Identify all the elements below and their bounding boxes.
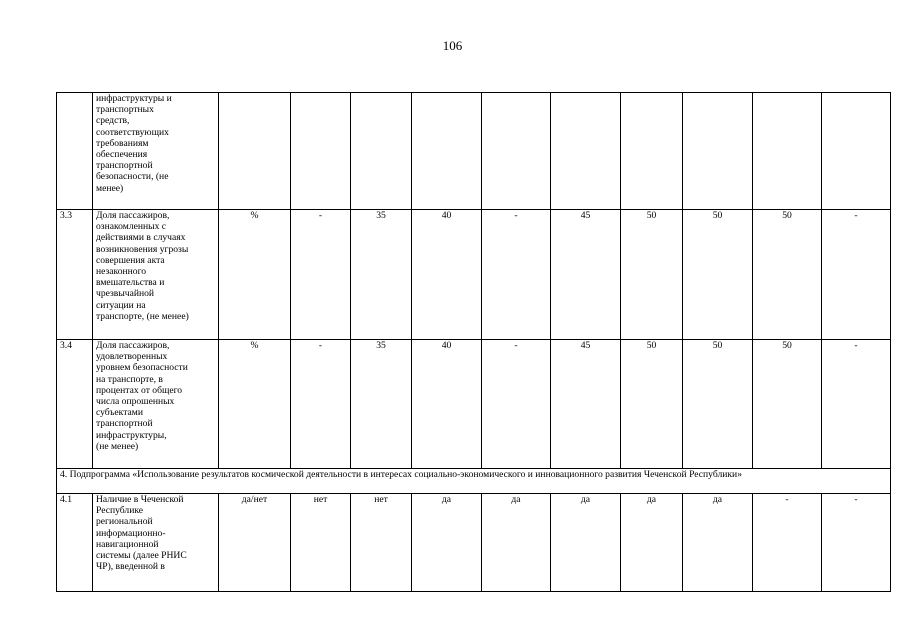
indicator-description — [93, 93, 219, 210]
description-line: уровнем безопасности — [96, 362, 188, 374]
description-line: системы (далее РНИС — [96, 550, 187, 562]
description-line: чрезвычайной — [96, 288, 155, 300]
value-cell — [822, 93, 891, 210]
value-cell: 50 — [683, 340, 753, 469]
description-line: транспорте, (не менее) — [96, 310, 189, 322]
unit-cell: % — [219, 340, 291, 469]
description-line: на транспорте, в — [96, 373, 163, 385]
value-cell: - — [291, 210, 351, 340]
description-line: ЧР), введенной в — [96, 561, 165, 573]
description-line: удовлетворенных — [96, 351, 168, 363]
indicator-number: 3.3 — [57, 210, 93, 340]
description-line: процентах от общего — [96, 384, 183, 396]
description-line: инфраструктуры и — [96, 93, 172, 104]
table-row — [57, 210, 891, 340]
description-line: совершения акта — [96, 254, 165, 266]
indicator-description — [93, 494, 219, 592]
indicators-table — [56, 92, 891, 592]
value-cell — [482, 93, 551, 210]
value-cell: да — [621, 494, 683, 592]
description-line: информационно- — [96, 527, 166, 539]
description-line: Доля пассажиров, — [96, 210, 170, 221]
description-line: вмешательства и — [96, 277, 165, 289]
value-cell: да — [683, 494, 753, 592]
value-cell: да — [482, 494, 551, 592]
indicator-number: 4.1 — [57, 494, 93, 592]
value-cell: 35 — [351, 340, 412, 469]
value-cell: 50 — [753, 210, 822, 340]
value-cell — [621, 93, 683, 210]
description-line: соответствующих — [96, 126, 169, 138]
description-line: безопасности, (не — [96, 171, 169, 183]
value-cell: 45 — [551, 210, 621, 340]
value-cell: нет — [351, 494, 412, 592]
description-line: транспортных — [96, 104, 154, 116]
description-line: Республике — [96, 505, 144, 517]
description-line: менее) — [96, 182, 124, 194]
description-line: ознакомленных с — [96, 221, 167, 233]
description-line: незаконного — [96, 266, 147, 278]
value-cell — [351, 93, 412, 210]
indicator-number — [57, 93, 93, 210]
description-line: инфраструктуры, — [96, 429, 167, 441]
description-line: навигационной — [96, 538, 159, 550]
description-line: действиями в случаях — [96, 232, 186, 244]
description-line: ситуации на — [96, 299, 146, 311]
value-cell: - — [822, 210, 891, 340]
value-cell: 50 — [753, 340, 822, 469]
value-cell: 50 — [621, 210, 683, 340]
description-line: Доля пассажиров, — [96, 340, 170, 351]
value-cell: - — [822, 494, 891, 592]
description-line: обеспечения — [96, 149, 148, 161]
subprogram-row — [57, 469, 891, 494]
unit-cell — [219, 93, 291, 210]
description-line: требованиям — [96, 137, 149, 149]
value-cell — [291, 93, 351, 210]
description-line: возникновения угрозы — [96, 243, 189, 255]
table-row — [57, 93, 891, 210]
value-cell: 40 — [412, 340, 482, 469]
value-cell: 45 — [551, 340, 621, 469]
unit-cell: % — [219, 210, 291, 340]
value-cell: нет — [291, 494, 351, 592]
description-line: числа опрошенных — [96, 396, 175, 408]
description-line: (не менее) — [96, 440, 139, 452]
value-cell — [412, 93, 482, 210]
indicator-description — [93, 210, 219, 340]
description-line: Наличие в Чеченской — [96, 494, 184, 505]
value-cell: 50 — [621, 340, 683, 469]
value-cell: - — [753, 494, 822, 592]
description-line: транспортной — [96, 418, 153, 430]
value-cell: да — [551, 494, 621, 592]
unit-cell: да/нет — [219, 494, 291, 592]
table-body — [57, 93, 891, 592]
value-cell: - — [482, 210, 551, 340]
description-line: транспортной — [96, 160, 153, 172]
indicator-number: 3.4 — [57, 340, 93, 469]
value-cell: да — [412, 494, 482, 592]
value-cell — [551, 93, 621, 210]
indicator-description — [93, 340, 219, 469]
value-cell: 50 — [683, 210, 753, 340]
table-row — [57, 494, 891, 592]
subprogram-title: 4. Подпрограмма «Использование результатов космической деятельности в интересах социально-экономического и инновационного развития Чеченской Республики» — [57, 469, 891, 494]
value-cell: - — [482, 340, 551, 469]
value-cell: - — [822, 340, 891, 469]
page-number: 106 — [442, 38, 463, 53]
value-cell — [753, 93, 822, 210]
description-line: средств, — [96, 115, 130, 127]
description-line: субъектами — [96, 407, 143, 419]
value-cell: 35 — [351, 210, 412, 340]
value-cell — [683, 93, 753, 210]
table-row — [57, 340, 891, 469]
value-cell: 40 — [412, 210, 482, 340]
value-cell: - — [291, 340, 351, 469]
description-line: региональной — [96, 516, 153, 528]
